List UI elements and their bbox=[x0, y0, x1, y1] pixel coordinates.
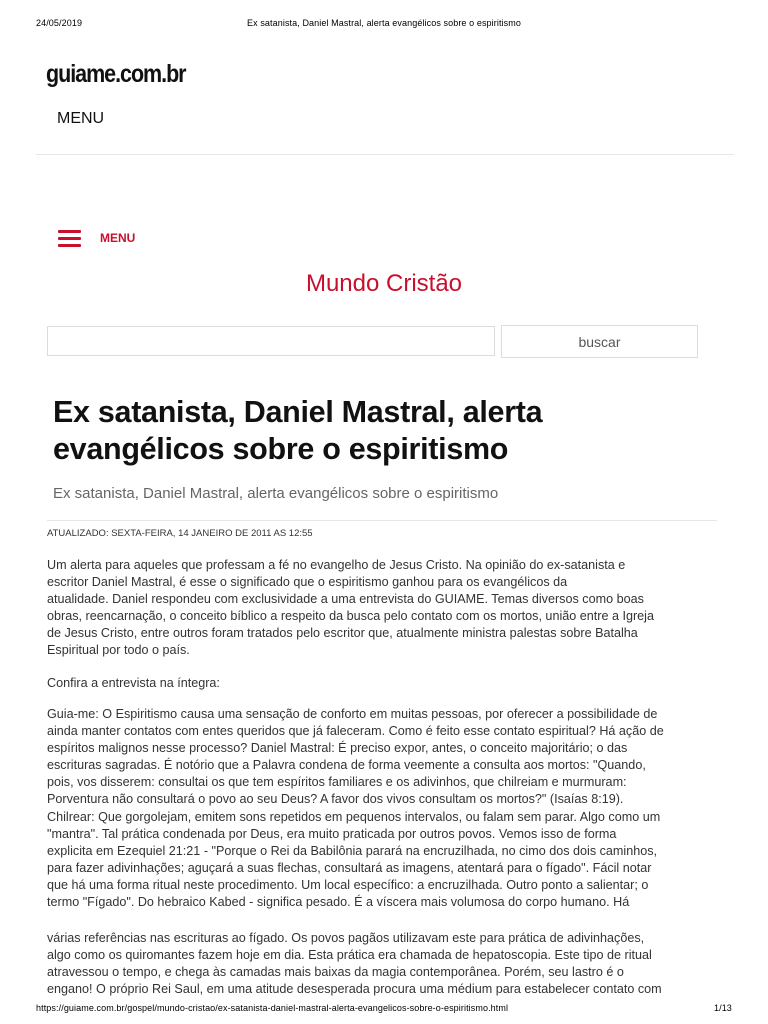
search-button[interactable]: buscar bbox=[501, 325, 698, 358]
article-subtitle: Ex satanista, Daniel Mastral, alerta evangélicos sobre o espiritismo bbox=[53, 485, 499, 502]
print-page-number: 1/13 bbox=[714, 1003, 732, 1013]
nav-menu-label: MENU bbox=[100, 231, 136, 245]
print-url: https://guiame.com.br/gospel/mundo-cristao/ex-satanista-daniel-mastral-alerta-evangelicos-sobre-o-espiritismo.html bbox=[36, 1003, 509, 1013]
print-date: 24/05/2019 bbox=[36, 18, 83, 28]
search-input[interactable] bbox=[47, 326, 495, 356]
nav-menu-button[interactable] bbox=[58, 227, 135, 249]
article-paragraph: Um alerta para aqueles que professam a fé no evangelho de Jesus Cristo. Na opinião do ex-satanista e escritor Daniel Mastral, é esse o significado que o espiritismo ganhou para os evangélicos da atualidade. Daniel respondeu com exclusividade a uma entrevista do GUIAME. Temas diversos como boas obras, reencarnação, o conceito bíblico a respeito da busca pelo contato com os mortos, união entre a Igreja de Jesus Cristo, entre outros foram tratados pelo escritor que, atualmente ministra palestas sobre Batalha Espiritual por todo o país. bbox=[47, 558, 654, 658]
print-page-title: Ex satanista, Daniel Mastral, alerta evangélicos sobre o espiritismo bbox=[247, 18, 521, 28]
article-paragraph: várias referências nas escrituras ao fígado. Os povos pagãos utilizavam este para prática de adivinhações, algo como os quiromantes fazem hoje em dia. Esta prática era chamada de hepatoscopia. Este tipo de ritual atravessou o tempo, e chega às camadas mais baixas da magia contemporânea. Porém, seu lastro é o engano! O próprio Rei Saul, em uma atitude desesperada procura uma médium para estabelecer contato com bbox=[47, 931, 662, 997]
header-divider bbox=[36, 154, 734, 155]
section-title[interactable]: Mundo Cristão bbox=[305, 270, 463, 297]
top-menu-link[interactable]: MENU bbox=[57, 110, 105, 127]
article-paragraph: Guia-me: O Espiritismo causa uma sensação de conforto em muitas pessoas, por oferecer a possibilidade de ainda manter contatos com entes queridos que já faleceram. Como é feito esse contato espiritual? Há ação de espíritos malignos nesse processo? Daniel Mastral: É preciso expor, antes, o conceito majoritário; o das escrituras sagradas. É notório que a Palavra condena de forma veemente a consulta aos mortos: "Quando, pois, vos disserem: consultai os que tem espíritos familiares e os adivinhos, que chilreiam e murmuram: Porventura não consultará o povo ao seu Deus? A favor dos vivos consultam os mortos?" (Isaías 8:19). Chilrear: Que gorgolejam, emitem sons repetidos em pequenos intervalos, ou falam sem parar. Algo como um "mantra". Tal prática condenada por Deus, era muito praticada por outros povos. Vemos isso de forma explicita em Ezequiel 21:21 - "Porque o Rei da Babilônia parará na encruzilhada, no cimo dos dois caminhos, para fazer adivinhações; aguçará a suas flechas, consultará as imagens, atentará para o fígado". Fácil notar que há uma forma ritual neste procedimento. Um local específico: a encruzilhada. Outro ponto a salientar; o termo "Fígado". Do hebraico Kabed - significa pesado. É a víscera mais volumosa do corpo humano. Há bbox=[47, 707, 664, 910]
article-title: Ex satanista, Daniel Mastral, alerta evangélicos sobre o espiritismo bbox=[53, 395, 543, 466]
subtitle-divider bbox=[47, 520, 717, 521]
hamburger-icon bbox=[58, 229, 81, 248]
site-logo[interactable]: guiame.com.br bbox=[46, 60, 186, 88]
article-paragraph: Confira a entrevista na íntegra: bbox=[47, 676, 220, 690]
updated-timestamp: ATUALIZADO: SEXTA-FEIRA, 14 JANEIRO DE 2011 AS 12:55 bbox=[47, 528, 313, 539]
